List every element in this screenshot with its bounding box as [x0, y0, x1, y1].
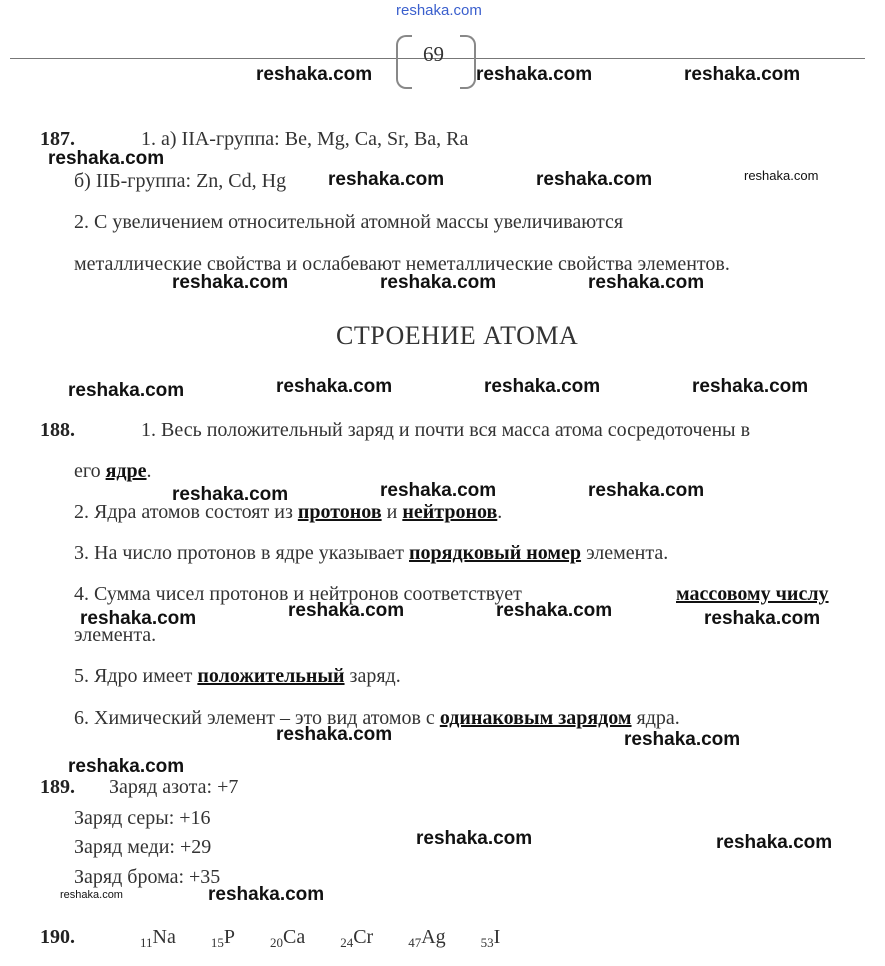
page-number-bracket-left — [396, 35, 412, 89]
answer-line — [74, 542, 668, 565]
text: элемента. — [581, 542, 669, 564]
answer-line: элемента. — [74, 624, 157, 646]
watermark: reshaka.com — [704, 608, 821, 629]
symbol: I — [493, 926, 501, 948]
text: заряд. — [344, 665, 401, 687]
symbol: Ag — [421, 926, 446, 948]
watermark: reshaka.com — [208, 884, 325, 905]
answer-term: протонов — [297, 501, 382, 523]
watermark: reshaka.com — [684, 64, 801, 85]
text: . — [497, 501, 503, 523]
watermark: reshaka.com — [536, 169, 653, 190]
answer-term: положительный — [197, 665, 345, 687]
watermark: reshaka.com — [476, 64, 593, 85]
atomic-number: 24 — [340, 935, 354, 950]
watermark: reshaka.com — [692, 376, 809, 397]
symbol: Ca — [282, 926, 306, 948]
watermark: reshaka.com — [68, 380, 185, 401]
watermark: reshaka.com — [68, 756, 185, 777]
text: 3. На число протонов в ядре указывает — [74, 542, 409, 564]
watermark: reshaka.com — [256, 64, 373, 85]
watermark: reshaka.com — [276, 724, 393, 745]
watermark: reshaka.com — [744, 168, 819, 183]
watermark: reshaka.com — [716, 832, 833, 853]
answer-line — [74, 460, 152, 483]
text: . — [146, 460, 152, 482]
answer-line: 4. Сумма чисел протонов и нейтронов соответствует — [74, 583, 522, 605]
element-symbol — [270, 926, 305, 951]
element-list — [140, 926, 530, 951]
answer-line — [74, 665, 401, 688]
answer-line — [74, 501, 502, 524]
page-number-bracket-right — [460, 35, 476, 89]
watermark: reshaka.com — [416, 828, 533, 849]
watermark: reshaka.com — [380, 480, 497, 501]
question-number: 188. — [40, 419, 75, 441]
watermark: reshaka.com — [80, 608, 197, 629]
watermark: reshaka.com — [288, 600, 405, 621]
watermark: reshaka.com — [484, 376, 601, 397]
answer-line: 2. С увеличением относительной атомной массы увеличиваются — [74, 211, 624, 233]
answer-line: металлические свойства и ослабевают неметаллические свойства элементов. — [74, 253, 730, 275]
element-symbol — [481, 926, 501, 951]
watermark: reshaka.com — [172, 484, 289, 505]
element-symbol — [340, 926, 373, 951]
page-number: 69 — [423, 42, 444, 66]
watermark: reshaka.com — [588, 480, 705, 501]
question-188 — [40, 419, 750, 442]
answer-term: одинаковым зарядом — [439, 707, 632, 729]
watermark: reshaka.com — [328, 169, 445, 190]
text: ядра. — [631, 707, 680, 729]
text: 5. Ядро имеет — [74, 665, 198, 687]
answer-line: 1. Весь положительный заряд и почти вся масса атома сосредоточены в — [141, 419, 751, 441]
answer-term: порядковый номер — [409, 542, 582, 564]
question-189 — [40, 776, 238, 799]
text: его — [74, 460, 106, 482]
watermark: reshaka.com — [60, 889, 123, 901]
watermark: reshaka.com — [624, 729, 741, 750]
element-symbol — [211, 926, 235, 951]
watermark: reshaka.com — [48, 148, 165, 169]
atomic-number: 15 — [210, 935, 224, 950]
watermark: reshaka.com — [496, 600, 613, 621]
question-number: 189. — [40, 776, 75, 798]
symbol: Cr — [353, 926, 374, 948]
watermark: reshaka.com — [380, 272, 497, 293]
element-symbol — [408, 926, 445, 951]
question-number: 187. — [40, 128, 75, 150]
text: 2. Ядра атомов состоят из — [74, 501, 298, 523]
answer-term: массовому числу — [676, 583, 829, 605]
answer-line: Заряд серы: +16 — [74, 807, 211, 829]
atomic-number: 53 — [480, 935, 494, 950]
answer-line: Заряд меди: +29 — [74, 836, 212, 858]
answer-term: ядре — [105, 460, 147, 482]
question-190 — [40, 926, 75, 949]
answer-line: Заряд азота: +7 — [109, 776, 239, 798]
watermark: reshaka.com — [276, 376, 393, 397]
atomic-number: 20 — [269, 935, 283, 950]
watermark: reshaka.com — [588, 272, 705, 293]
answer-line: 1. а) IIA-группа: Be, Mg, Ca, Sr, Ba, Ra — [141, 128, 469, 150]
section-title: СТРОЕНИЕ АТОМА — [336, 321, 579, 350]
symbol: Na — [152, 926, 176, 948]
element-symbol — [140, 926, 176, 951]
text: и — [381, 501, 403, 523]
atomic-number: 47 — [408, 935, 422, 950]
answer-line — [676, 583, 829, 606]
answer-term: нейтронов — [402, 501, 498, 523]
question-number: 190. — [40, 926, 75, 948]
site-link-top[interactable]: reshaka.com — [396, 2, 482, 19]
watermark: reshaka.com — [172, 272, 289, 293]
answer-line: Заряд брома: +35 — [74, 866, 221, 888]
answer-line: б) IIБ-группа: Zn, Cd, Hg — [74, 170, 287, 192]
atomic-number: 11 — [140, 935, 153, 950]
text: 6. Химический элемент – это вид атомов с — [74, 707, 440, 729]
symbol: P — [223, 926, 235, 948]
